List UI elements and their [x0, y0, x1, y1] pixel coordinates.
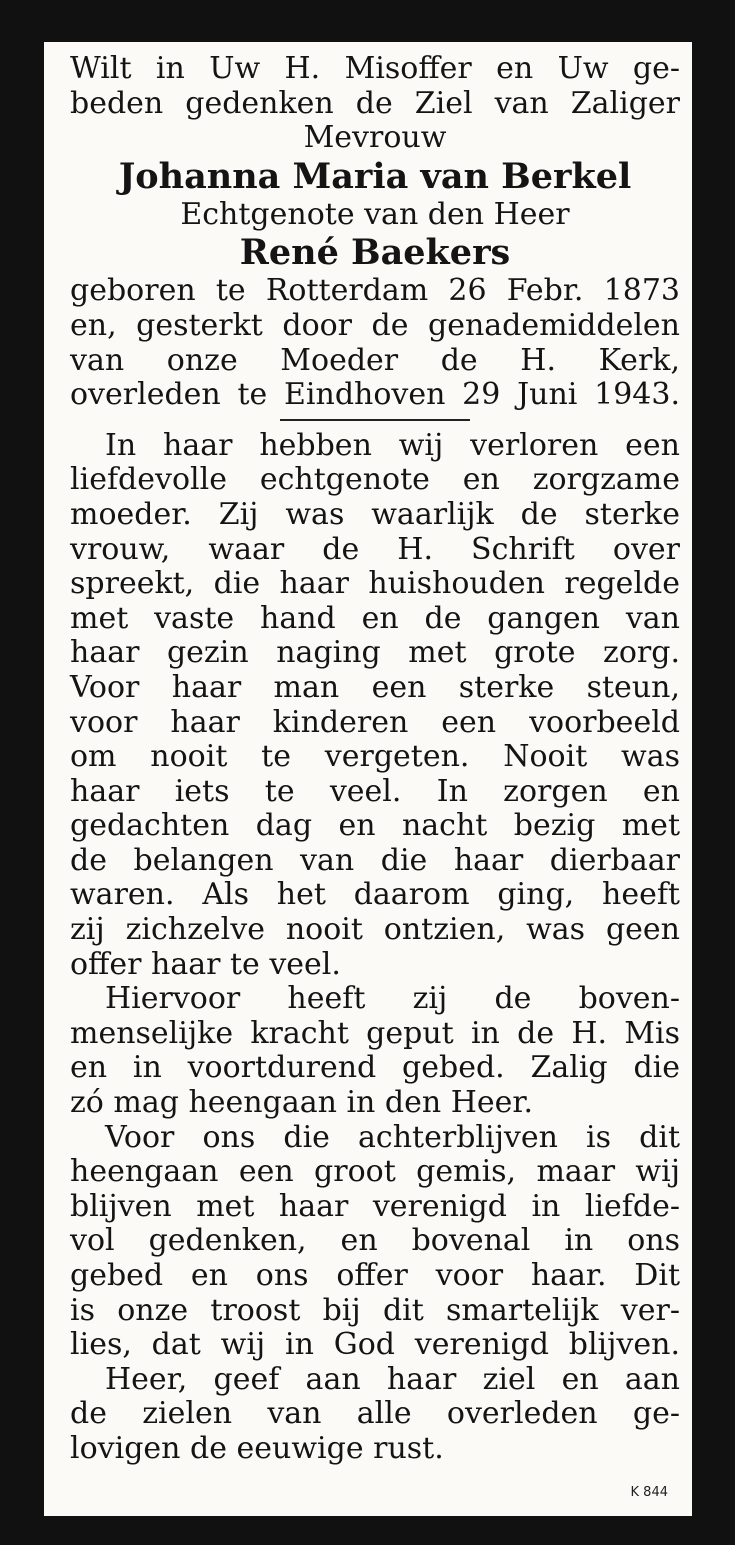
card-text [70, 52, 680, 1467]
text-line: menselijke kracht geput in de H. Mis [70, 1015, 680, 1051]
deceased-name: Johanna Maria van Berkel [118, 155, 632, 197]
text-line: In haar hebben wij verloren een [105, 427, 680, 463]
text-line: liefdevolle echtgenote en zorgzame [70, 462, 680, 498]
header-line: beden gedenken de Ziel van Zaliger [70, 85, 680, 121]
text-line: gebed en ons offer voor haar. Dit [70, 1258, 680, 1293]
paragraph-3 [70, 1121, 680, 1363]
text-line: blijven met haar verenigd in liefde- [70, 1188, 680, 1224]
paragraph-4 [70, 1363, 680, 1467]
text-line: heengaan een groot gemis, maar wij [70, 1154, 680, 1190]
text-line: Heer, geef aan haar ziel en aan [105, 1361, 680, 1397]
life-line: en, gesterkt door de genademiddelen [70, 307, 680, 343]
text-line: de belangen van die haar dierbaar [70, 842, 680, 878]
text-line: Voor haar man een sterke steun, [70, 669, 680, 705]
text-line: offer haar te veel. [70, 946, 341, 982]
text-line: zó mag heengaan in den Heer. [70, 1085, 533, 1121]
text-line: haar gezin naging met grote zorg. [70, 635, 680, 671]
text-line: en in voortdurend gebed. Zalig die [70, 1050, 680, 1086]
life-line: overleden te Eindhoven 29 Juni 1943. [70, 377, 680, 413]
text-line: voor haar kinderen een voorbeeld [70, 704, 680, 740]
spouse-intro: Echtgenote van den Heer [180, 196, 570, 232]
text-line: waren. Als het daarom ging, heeft [70, 877, 680, 913]
text-line: gedachten dag en nacht bezig met [70, 808, 680, 844]
text-line: Hiervoor heeft zij de boven- [105, 981, 680, 1017]
paragraph-1 [70, 429, 680, 983]
text-line: moeder. Zij was waarlijk de sterke [70, 496, 680, 532]
header-line: Wilt in Uw H. Misoffer en Uw ge- [70, 51, 680, 86]
text-line: is onze troost bij dit smartelijk ver- [70, 1292, 680, 1328]
memorial-card [44, 42, 692, 1516]
text-line: Voor ons die achterblijven is dit [105, 1119, 680, 1155]
text-line: om nooit te vergeten. Nooit was [70, 739, 680, 775]
life-line: geboren te Rotterdam 26 Febr. 1873 [70, 273, 680, 309]
text-line: zij zichzelve nooit ontzien, was geen [70, 912, 680, 948]
honorific: Mevrouw [303, 120, 447, 156]
text-line: spreekt, die haar huishouden regelde [70, 566, 680, 602]
text-line: de zielen van alle overleden ge- [70, 1396, 680, 1432]
text-line: lies, dat wij in God verenigd blijven. [70, 1327, 680, 1363]
text-line: met vaste hand en de gangen van [70, 600, 680, 636]
text-line: haar iets te veel. In zorgen en [70, 773, 680, 809]
divider-rule [280, 419, 470, 421]
text-line: vrouw, waar de H. Schrift over [70, 531, 680, 567]
printer-code: K 844 [630, 1485, 668, 1500]
spouse-name: René Baekers [239, 232, 511, 274]
text-line: lovigen de eeuwige rust. [70, 1430, 444, 1466]
life-line: van onze Moeder de H. Kerk, [70, 342, 680, 378]
paragraph-2 [70, 982, 680, 1120]
text-line: vol gedenken, en bovenal in ons [70, 1223, 680, 1259]
